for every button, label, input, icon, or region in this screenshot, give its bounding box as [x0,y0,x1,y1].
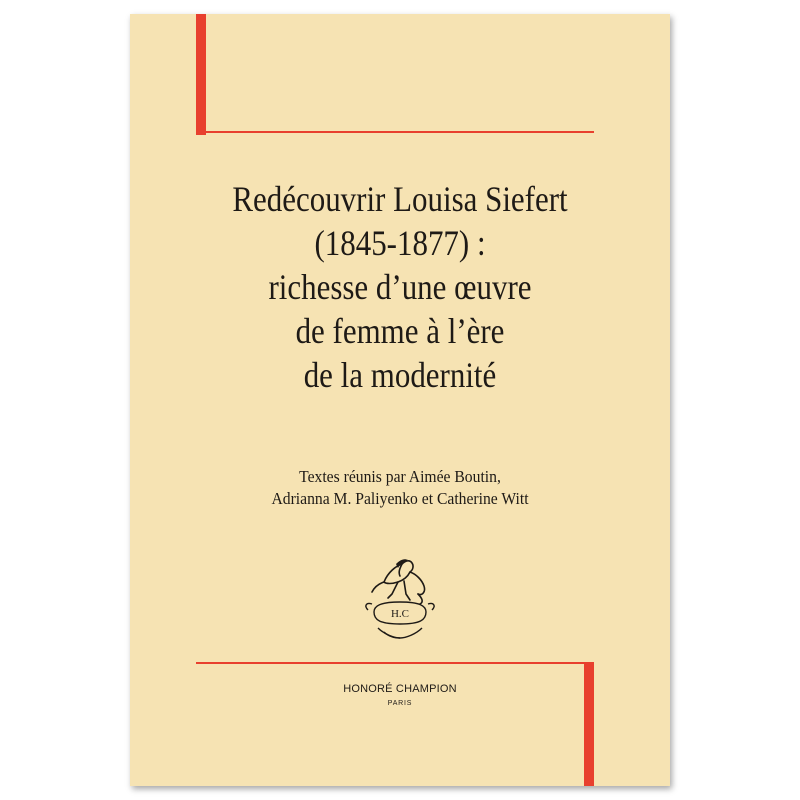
bottom-red-bar [584,662,594,786]
title-line: (1845-1877) : [314,223,486,263]
book-cover [130,14,670,786]
publisher-horse-logo-icon [354,554,446,646]
title-line: richesse d’une œuvre [268,267,532,307]
editors-line: Textes réunis par Aimée Boutin, [299,467,501,486]
top-red-rule [206,131,594,133]
bottom-red-rule [196,662,584,664]
book-title [168,177,632,397]
top-red-bar [196,14,206,135]
title-line: de la modernité [303,355,497,395]
logo-monogram: H.C [390,608,410,620]
title-line: de femme à l’ère [295,311,505,351]
publisher-city: PARIS [387,700,413,707]
book-editors [152,466,649,510]
publisher-name: HONORÉ CHAMPION [343,683,457,695]
title-line: Redécouvrir Louisa Siefert [232,179,568,219]
editors-line: Adrianna M. Paliyenko et Catherine Witt [271,489,529,508]
